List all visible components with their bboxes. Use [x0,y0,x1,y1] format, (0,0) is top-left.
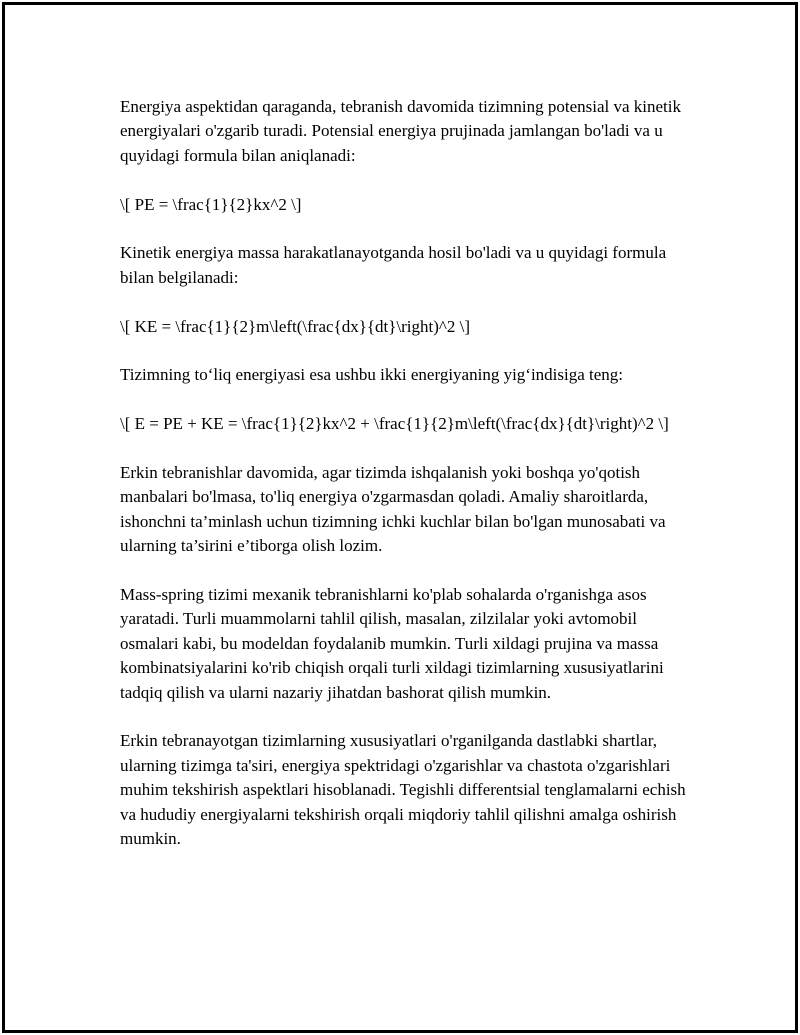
paragraph-system-properties: Erkin tebranayotgan tizimlarning xususiyatlari o'rganilganda dastlabki shartlar, ularning tizimga ta'siri, energiya spektridagi o'zgarishlar va chastota o'zgarishlari muhim tekshirish aspektlari hisoblanadi. Tegishli differentsial tenglamalarni echish va hududiy energiyalarni tekshirish orqali miqdoriy tahlil qilishni amalga oshirish mumkin. [120,731,686,849]
document-body [120,95,690,876]
paragraph-free-oscillations: Erkin tebranishlar davomida, agar tizimda ishqalanish yoki boshqa yo'qotish manbalari bo'lmasa, to'liq energiya o'zgarmasdan qoladi. Amaliy sharoitlarda, ishonchni ta’minlash uchun tizimning ichki kuchlar bilan bo'lgan munosabati va ularning ta’sirini e’tiborga olish lozim. [120,463,666,556]
paragraph-mass-spring: Mass-spring tizimi mexanik tebranishlarni ko'plab sohalarda o'rganishga asos yaratadi. Turli muammolarni tahlil qilish, masalan, zilzilalar yoki avtomobil osmalari kabi, bu modeldan foydalanib mumkin. Turli xildagi prujina va massa kombinatsiyalarini ko'rib chiqish orqali turli xildagi tizimlarning xususiyatlarini tadqiq qilish va ularni nazariy jihatdan bashorat qilish mumkin. [120,585,664,702]
formula-potential-energy: \[ PE = \frac{1}{2}kx^2 \] [120,194,302,214]
formula-total-energy: \[ E = PE + KE = \frac{1}{2}kx^2 + \frac{1}{2}m\left(\frac{dx}{dt}\right)^2 \] [120,414,669,434]
paragraph-kinetic-intro: Kinetik energiya massa harakatlanayotganda hosil bo'ladi va u quyidagi formula bilan belgilanadi: [120,243,667,287]
formula-kinetic-energy: \[ KE = \frac{1}{2}m\left(\frac{dx}{dt}\right)^2 \] [120,316,471,336]
document-page [2,2,798,1033]
paragraph-total-intro: Tizimning to‘liq energiyasi esa ushbu ikki energiyaning yig‘indisiga teng: [120,365,624,385]
paragraph-energy-intro: Energiya aspektidan qaraganda, tebranish davomida tizimning potensial va kinetik energiyalari o'zgarib turadi. Potensial energiya prujinada jamlangan bo'ladi va u quyidagi formula bilan aniqlanadi: [120,97,681,165]
